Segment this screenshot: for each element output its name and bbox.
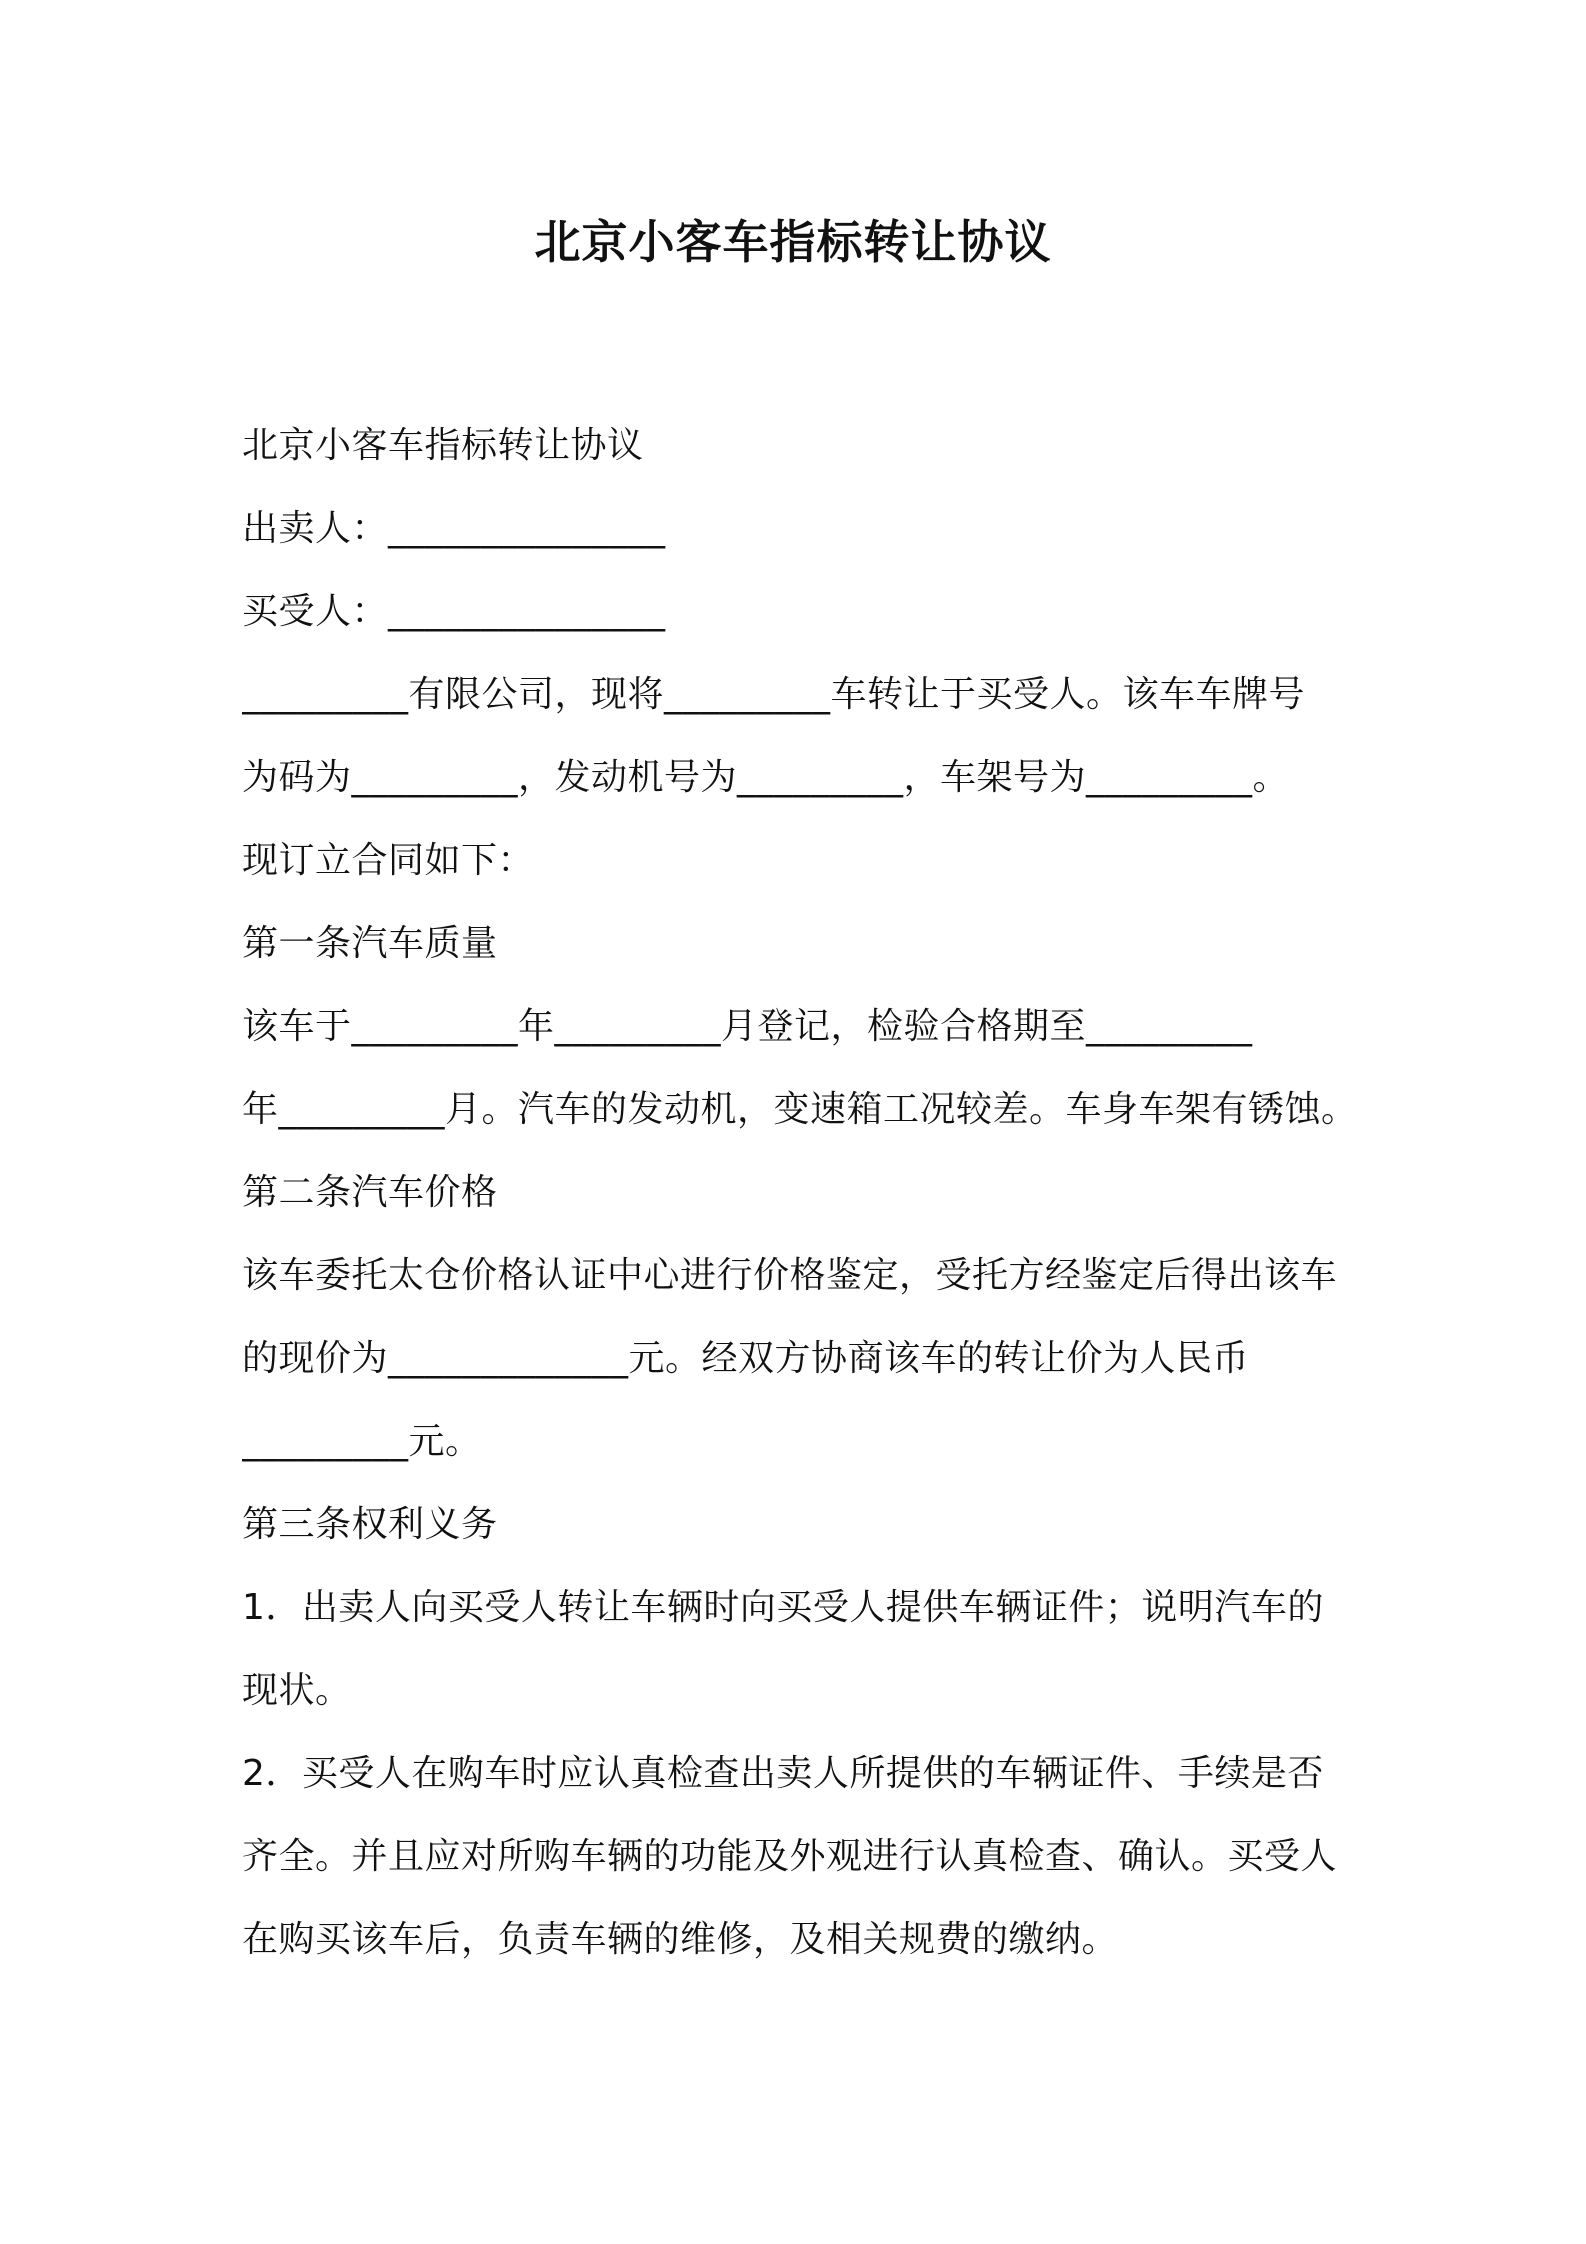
article-3-heading: 第三条权利义务 xyxy=(242,1504,498,1545)
article-3-item-2-line-1: 2．买受人在购车时应认真检查出卖人所提供的车辆证件、手续是否 xyxy=(242,1753,1324,1794)
intro-line-1: _________有限公司，现将_________车转让于买受人。该车车牌号 xyxy=(242,674,1306,715)
document-title: 北京小客车指标转让协议 xyxy=(534,215,1052,269)
seller-line: 出卖人：_______________ xyxy=(242,508,666,549)
article-3-item-2-line-2: 齐全。并且应对所购车辆的功能及外观进行认真检查、确认。买受人 xyxy=(242,1836,1338,1877)
article-3-item-1-line-1: 1．出卖人向买受人转让车辆时向买受人提供车辆证件；说明汽车的 xyxy=(242,1587,1324,1628)
article-1-line-2: 年_________月。汽车的发动机，变速箱工况较差。车身车架有锈蚀。 xyxy=(242,1089,1358,1130)
article-1-heading: 第一条汽车质量 xyxy=(242,923,498,964)
intro-line-3: 现订立合同如下： xyxy=(242,840,535,881)
article-1-line-1: 该车于_________年_________月登记，检验合格期至_________ xyxy=(242,1006,1253,1047)
document-body xyxy=(242,404,1362,1981)
subtitle-line: 北京小客车指标转让协议 xyxy=(242,425,644,466)
article-2-heading: 第二条汽车价格 xyxy=(242,1172,498,1213)
article-2-line-3: _________元。 xyxy=(242,1421,482,1462)
article-3-item-2-line-3: 在购买该车后，负责车辆的维修，及相关规费的缴纳。 xyxy=(242,1919,1119,1960)
buyer-line: 买受人：_______________ xyxy=(242,591,666,632)
intro-line-2: 为码为_________，发动机号为_________，车架号为_________。 xyxy=(242,757,1290,798)
article-2-line-1: 该车委托太仓价格认证中心进行价格鉴定，受托方经鉴定后得出该车 xyxy=(242,1255,1338,1296)
article-3-item-1-line-2: 现状。 xyxy=(242,1670,352,1711)
article-2-line-2: 的现价为_____________元。经双方协商该车的转让价为人民币 xyxy=(242,1338,1250,1379)
